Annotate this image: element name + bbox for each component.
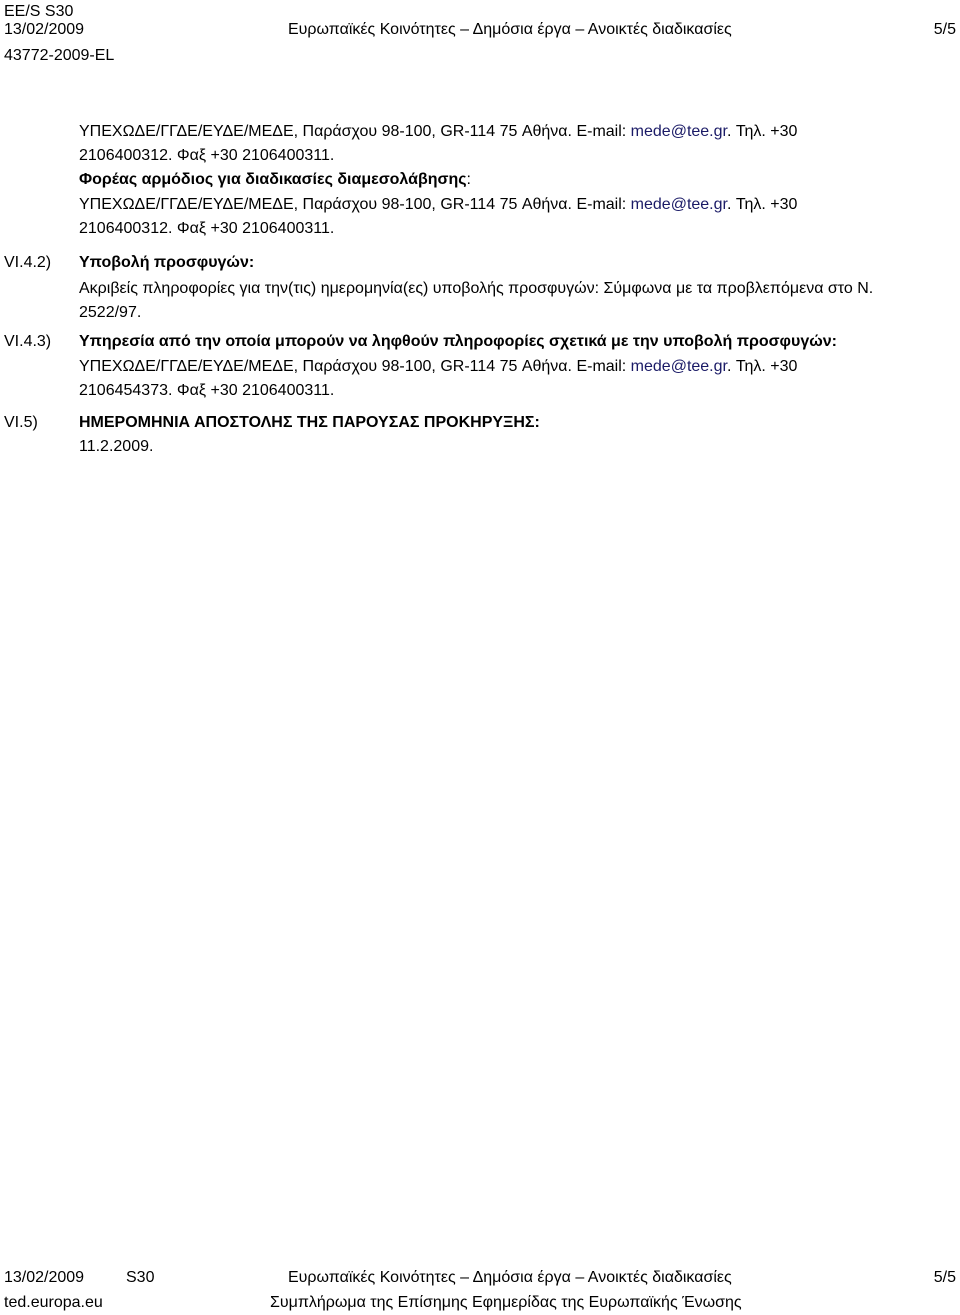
header-series: EE/S S30 bbox=[4, 3, 74, 20]
dispatch-date: 11.2.2009. bbox=[79, 438, 154, 455]
section-address-vi43: ΥΠΕΧΩΔΕ/ΓΓΔΕ/ΕΥΔΕ/ΜΕΔΕ, Παράσχου 98-100, GR-114 75 Αθήνα. E-mail: mede@tee.gr. Τηλ. +30 bbox=[79, 358, 798, 375]
header-date: 13/02/2009 bbox=[4, 21, 85, 38]
section-text-vi42-line2: 2522/97. bbox=[79, 304, 142, 321]
footer-page: 5/5 bbox=[933, 1269, 956, 1286]
section-text-vi42-line1: Ακριβείς πληροφορίες για την(τις) ημερομηνία(ες) υποβολής προσφυγών: Σύμφωνα με τα προβλεπόμενα στο Ν. bbox=[79, 280, 874, 297]
header-notice-id: 43772-2009-EL bbox=[4, 47, 115, 64]
mediation-heading: Φορέας αρμόδιος για διαδικασίες διαμεσολάβησης: bbox=[79, 171, 471, 188]
footer-title: Ευρωπαϊκές Κοινότητες – Δημόσια έργα – Ανοικτές διαδικασίες bbox=[288, 1269, 732, 1286]
header-page: 5/5 bbox=[933, 21, 956, 38]
footer-series: S30 bbox=[126, 1269, 155, 1286]
email-link[interactable]: mede@tee.gr bbox=[630, 123, 727, 140]
section-number-vi43: VI.4.3) bbox=[4, 333, 52, 350]
footer-site-link[interactable]: ted.europa.eu bbox=[4, 1294, 103, 1311]
mediation-phone-fax-line: 2106400312. Φαξ +30 2106400311. bbox=[79, 220, 335, 237]
mediation-address-line: ΥΠΕΧΩΔΕ/ΓΓΔΕ/ΕΥΔΕ/ΜΕΔΕ, Παράσχου 98-100, GR-114 75 Αθήνα. E-mail: mede@tee.gr. Τηλ. +30 bbox=[79, 196, 798, 213]
mediation-email-link[interactable]: mede@tee.gr bbox=[630, 196, 727, 213]
section-title-vi5: ΗΜΕΡΟΜΗΝΙΑ ΑΠΟΣΤΟΛΗΣ ΤΗΣ ΠΑΡΟΥΣΑΣ ΠΡΟΚΗΡΥΞΗΣ: bbox=[79, 414, 540, 431]
section-number-vi42: VI.4.2) bbox=[4, 254, 52, 271]
footer-date: 13/02/2009 bbox=[4, 1269, 85, 1286]
section-phone-fax-vi43: 2106454373. Φαξ +30 2106400311. bbox=[79, 382, 335, 399]
header-title: Ευρωπαϊκές Κοινότητες – Δημόσια έργα – Ανοικτές διαδικασίες bbox=[288, 21, 732, 38]
address-line: ΥΠΕΧΩΔΕ/ΓΓΔΕ/ΕΥΔΕ/ΜΕΔΕ, Παράσχου 98-100, GR-114 75 Αθήνα. E-mail: mede@tee.gr. Τηλ. +30 bbox=[79, 123, 798, 140]
section-title-vi43: Υπηρεσία από την οποία μπορούν να ληφθούν πληροφορίες σχετικά με την υποβολή προσφυγών: bbox=[79, 333, 837, 350]
footer-supplement: Συμπλήρωμα της Επίσημης Εφημερίδας της Ευρωπαϊκής Ένωσης bbox=[270, 1294, 742, 1311]
section-number-vi5: VI.5) bbox=[4, 414, 38, 431]
section-title-vi42: Υποβολή προσφυγών: bbox=[79, 254, 255, 271]
phone-fax-line: 2106400312. Φαξ +30 2106400311. bbox=[79, 147, 335, 164]
vi43-email-link[interactable]: mede@tee.gr bbox=[630, 358, 727, 375]
